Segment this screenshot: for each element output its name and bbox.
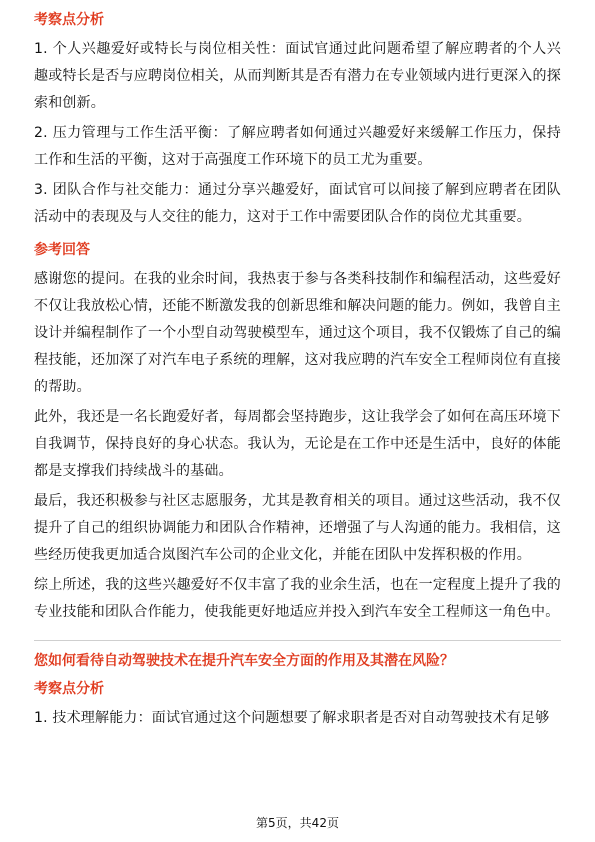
page-number-footer: 第5页，共42页 — [256, 816, 339, 830]
reference-answer-heading: 参考回答 — [34, 242, 90, 258]
section-divider — [34, 640, 561, 641]
answer-paragraph-3: 最后，我还积极参与社区志愿服务，尤其是教育相关的项目。通过这些活动，我不仅提升了自己的组织协调能力和团队合作精神，还增强了与人沟通的能力。我相信，这些经历使我更加适合岚图汽车公司的企业文化，并能在团队中发挥积极的作用。 — [34, 493, 561, 563]
analysis-item-1: 1. 个人兴趣爱好或特长与岗位相关性：面试官通过此问题希望了解应聘者的个人兴趣或特长是否与应聘岗位相关，从而判断其是否有潜力在专业领域内进行更深入的探索和创新。 — [34, 41, 561, 111]
answer-paragraph-1: 感谢您的提问。在我的业余时间，我热衷于参与各类科技制作和编程活动，这些爱好不仅让我放松心情，还能不断激发我的创新思维和解决问题的能力。例如，我曾自主设计并编程制作了一个小型自动驾驶模型车，通过这个项目，我不仅锻炼了自己的编程技能，还加深了对汽车电子系统的理解，这对我应聘的汽车安全工程师岗位有直接的帮助。 — [34, 271, 561, 395]
analysis-item-next-1: 1. 技术理解能力：面试官通过这个问题想要了解求职者是否对自动驾驶技术有足够 — [34, 710, 550, 726]
answer-paragraph-2: 此外，我还是一名长跑爱好者，每周都会坚持跑步，这让我学会了如何在高压环境下自我调节，保持良好的身心状态。我认为，无论是在工作中还是生活中，良好的体能都是支撑我们持续战斗的基础。 — [34, 409, 561, 479]
analysis-item-3: 3. 团队合作与社交能力：通过分享兴趣爱好，面试官可以间接了解到应聘者在团队活动中的表现及与人交往的能力，这对于工作中需要团队合作的岗位尤其重要。 — [34, 182, 561, 225]
analysis-heading-2: 考察点分析 — [34, 681, 104, 697]
analysis-heading: 考察点分析 — [34, 12, 104, 28]
page-content — [34, 10, 561, 735]
next-question: 您如何看待自动驾驶技术在提升汽车安全方面的作用及其潜在风险？ — [34, 653, 454, 669]
analysis-item-2: 2. 压力管理与工作生活平衡：了解应聘者如何通过兴趣爱好来缓解工作压力，保持工作和生活的平衡，这对于高强度工作环境下的员工尤为重要。 — [34, 125, 561, 168]
answer-paragraph-4: 综上所述，我的这些兴趣爱好不仅丰富了我的业余生活，也在一定程度上提升了我的专业技能和团队合作能力，使我能更好地适应并投入到汽车安全工程师这一角色中。 — [34, 577, 561, 620]
